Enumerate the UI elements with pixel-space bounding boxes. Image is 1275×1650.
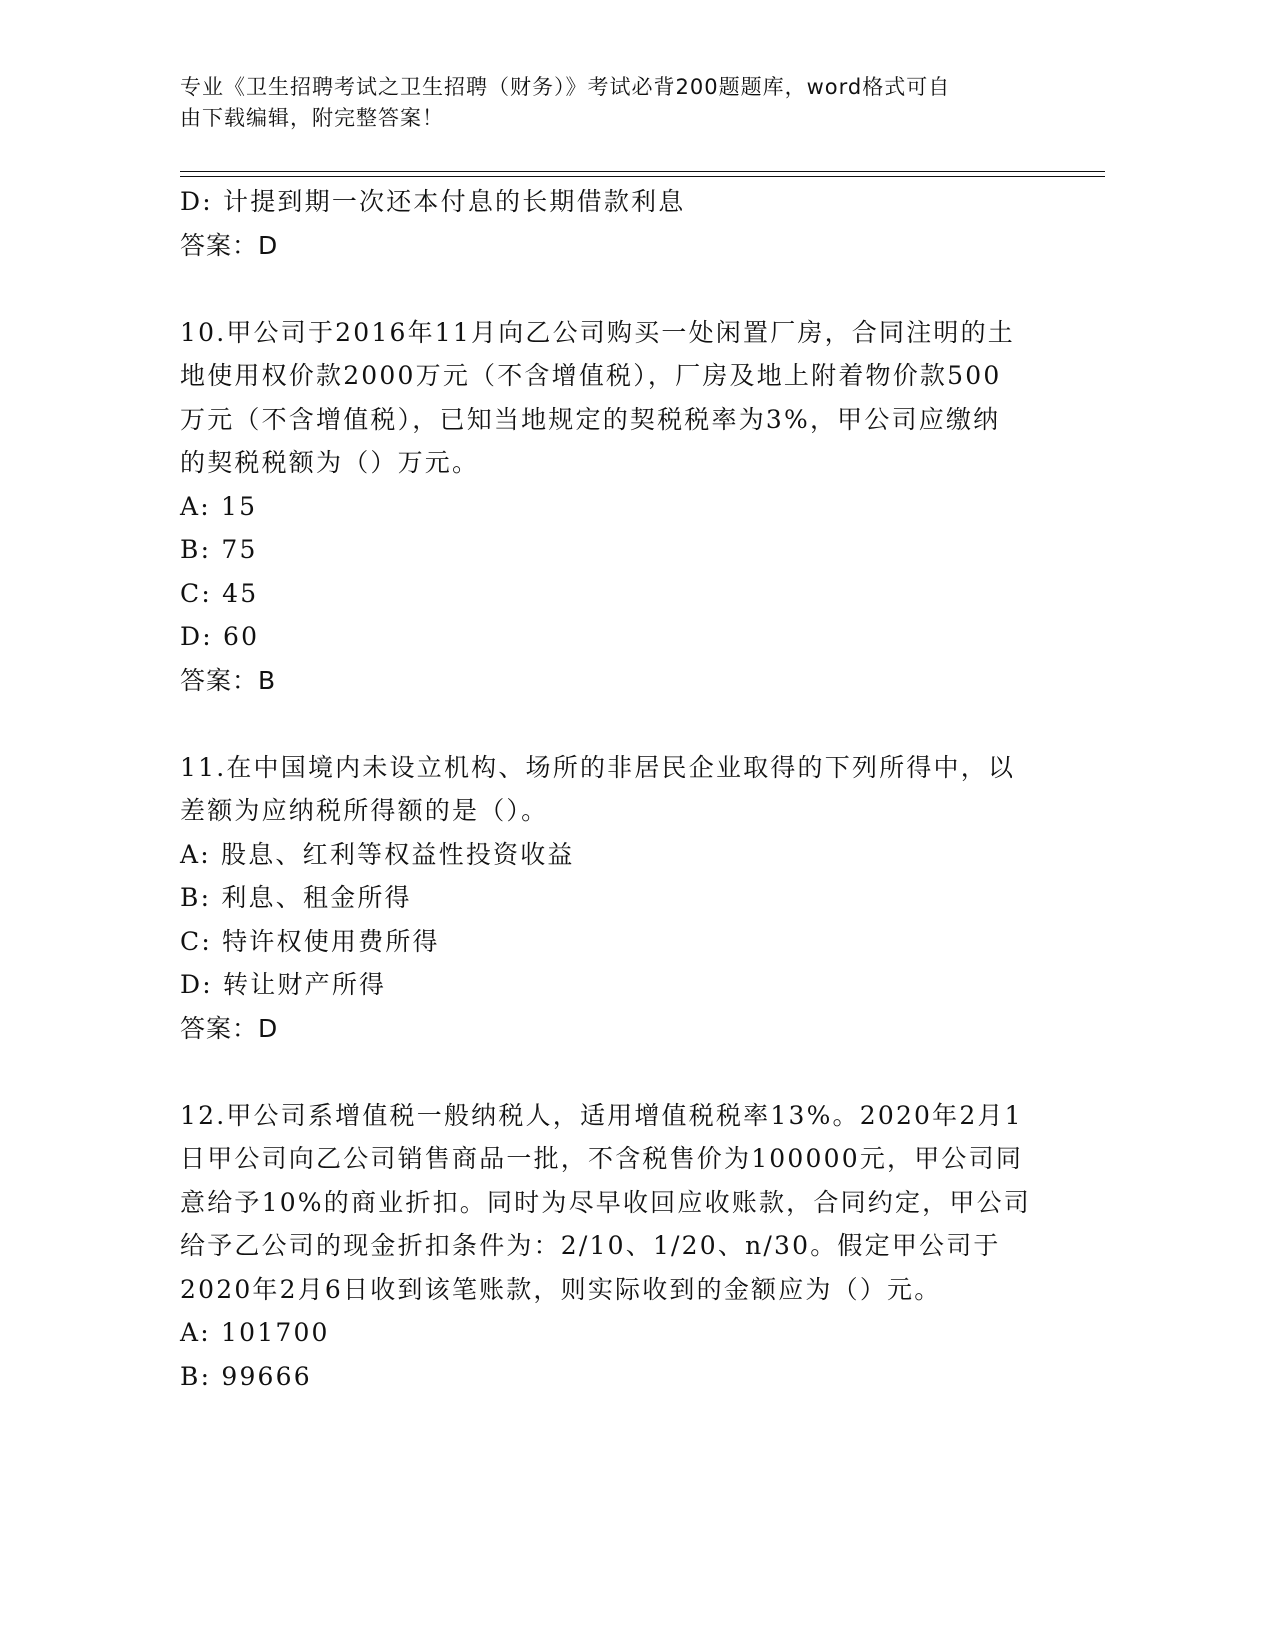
option-a: A: 101700 <box>180 1318 330 1347</box>
question-text <box>180 311 1040 485</box>
question-text-line: 意给予10%的商业折扣。同时为尽早收回应收账款，合同约定，甲公司 <box>180 1187 1031 1217</box>
option-d: D: 转让财产所得 <box>180 970 387 999</box>
header-line-2: 由下载编辑，附完整答案！ <box>180 106 444 130</box>
answer-line: 答案：B <box>180 665 277 695</box>
header-divider-bottom <box>180 176 1105 177</box>
header-divider-top <box>180 171 1105 172</box>
option-b: B: 99666 <box>180 1361 312 1391</box>
question-11 <box>180 746 1040 1051</box>
question-text-line: 10.甲公司于2016年11月向乙公司购买一处闲置厂房，合同注明的土 <box>180 317 1015 347</box>
question-text-line: 地使用权价款2000万元（不含增值税），厂房及地上附着物价款500 <box>180 361 1002 390</box>
option-a: A: 股息、红利等权益性投资收益 <box>180 839 575 869</box>
answer-line: 答案：D <box>180 1013 279 1043</box>
question-text-line: 11.在中国境内未设立机构、场所的非居民企业取得的下列所得中，以 <box>180 752 1016 782</box>
question-12 <box>180 1094 1040 1399</box>
option-d: D: 计提到期一次还本付息的长期借款利息 <box>180 187 686 216</box>
question-text-line: 万元（不含增值税），已知当地规定的契税税率为3%，甲公司应缴纳 <box>180 404 1001 434</box>
option-a: A: 15 <box>180 491 258 521</box>
question-text-line: 的契税税额为（）万元。 <box>180 448 480 477</box>
question-text-line: 12.甲公司系增值税一般纳税人，适用增值税税率13%。2020年2月1 <box>180 1100 1023 1130</box>
option-b: B: 75 <box>180 535 258 564</box>
previous-question-tail <box>180 180 1040 267</box>
question-text-line: 2020年2月6日收到该笔账款，则实际收到的金额应为（）元。 <box>180 1274 942 1304</box>
question-text-line: 日甲公司向乙公司销售商品一批，不含税售价为100000元，甲公司同 <box>180 1144 1024 1173</box>
answer-line: 答案：D <box>180 230 279 260</box>
question-10 <box>180 311 1040 703</box>
document-body <box>180 180 1040 1398</box>
document-header <box>180 72 1060 134</box>
option-b: B: 利息、租金所得 <box>180 883 412 912</box>
question-text <box>180 1094 1040 1312</box>
question-text-line: 差额为应纳税所得额的是（）。 <box>180 796 549 825</box>
option-c: C: 45 <box>180 578 259 608</box>
question-text-line: 给予乙公司的现金折扣条件为：2/10、1/20、n/30。假定甲公司于 <box>180 1231 1001 1260</box>
option-c: C: 特许权使用费所得 <box>180 926 440 956</box>
header-line-1: 专业《卫生招聘考试之卫生招聘（财务）》考试必背200题题库，word格式可自 <box>180 75 951 99</box>
option-d: D: 60 <box>180 622 260 651</box>
question-text <box>180 746 1040 833</box>
